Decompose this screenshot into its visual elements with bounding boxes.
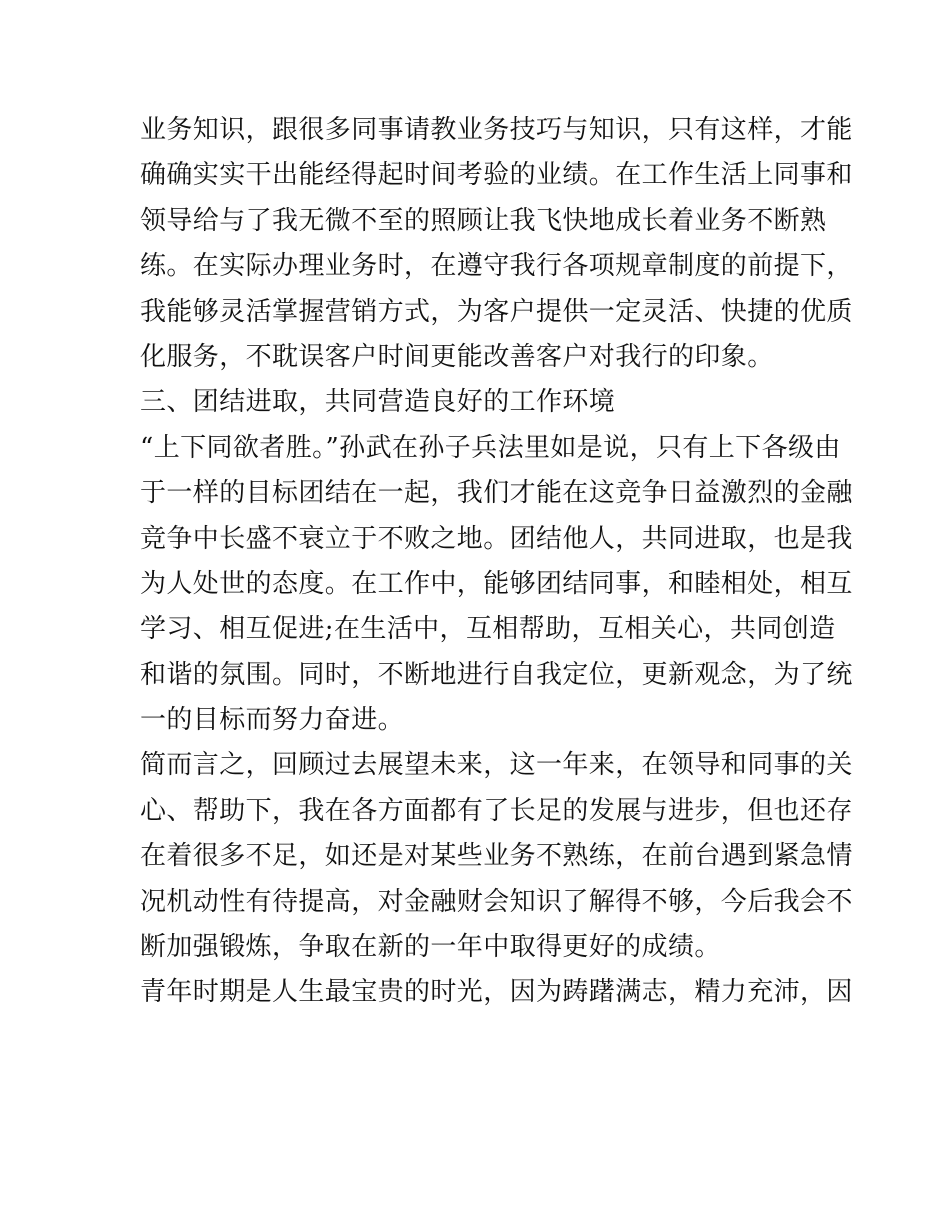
text-line: 青年时期是人生最宝贵的时光，因为踌躇满志，精力充沛，因 [140,977,853,1008]
text-line: 确确实实干出能经得起时间考验的业绩。在工作生活上同事和 [140,160,853,191]
text-line: 简而言之，回顾过去展望未来，这一年来，在领导和同事的关 [140,750,853,781]
text-line: 学习、相互促进;在生活中，互相帮助，互相关心，共同创造 [140,614,836,645]
text-line: 和谐的氛围。同时，不断地进行自我定位，更新观念，为了统 [140,659,853,690]
section-heading: 三、团结进取，共同营造良好的工作环境 [140,387,616,418]
text-line: 竞争中长盛不衰立于不败之地。团结他人，共同进取，也是我 [140,523,853,554]
text-line: 领导给与了我无微不至的照顾让我飞快地成长着业务不断熟 [140,205,827,236]
text-line: 于一样的目标团结在一起，我们才能在这竞争日益激烈的金融 [140,478,853,509]
text-line: 化服务，不耽误客户时间更能改善客户对我行的印象。 [140,341,774,372]
text-line: 为人处世的态度。在工作中，能够团结同事，和睦相处，相互 [140,568,853,599]
text-line: 心、帮助下，我在各方面都有了长足的发展与进步，但也还存 [140,795,853,826]
body-text [140,108,853,1016]
text-line: 一的目标而努力奋进。 [140,705,405,736]
text-line: 断加强锻炼，争取在新的一年中取得更好的成绩。 [140,932,721,963]
text-line: 在着很多不足，如还是对某些业务不熟练，在前台遇到紧急情 [140,841,853,872]
text-line: 练。在实际办理业务时，在遵守我行各项规章制度的前提下， [140,251,853,282]
text-line: 况机动性有待提高，对金融财会知识了解得不够，今后我会不 [140,886,853,917]
text-line: 我能够灵活掌握营销方式，为客户提供一定灵活、快捷的优质 [140,296,853,327]
text-line: “上下同欲者胜。”孙武在孙子兵法里如是说，只有上下各级由 [140,432,841,463]
text-line: 业务知识，跟很多同事请教业务技巧与知识，只有这样，才能 [140,115,853,145]
